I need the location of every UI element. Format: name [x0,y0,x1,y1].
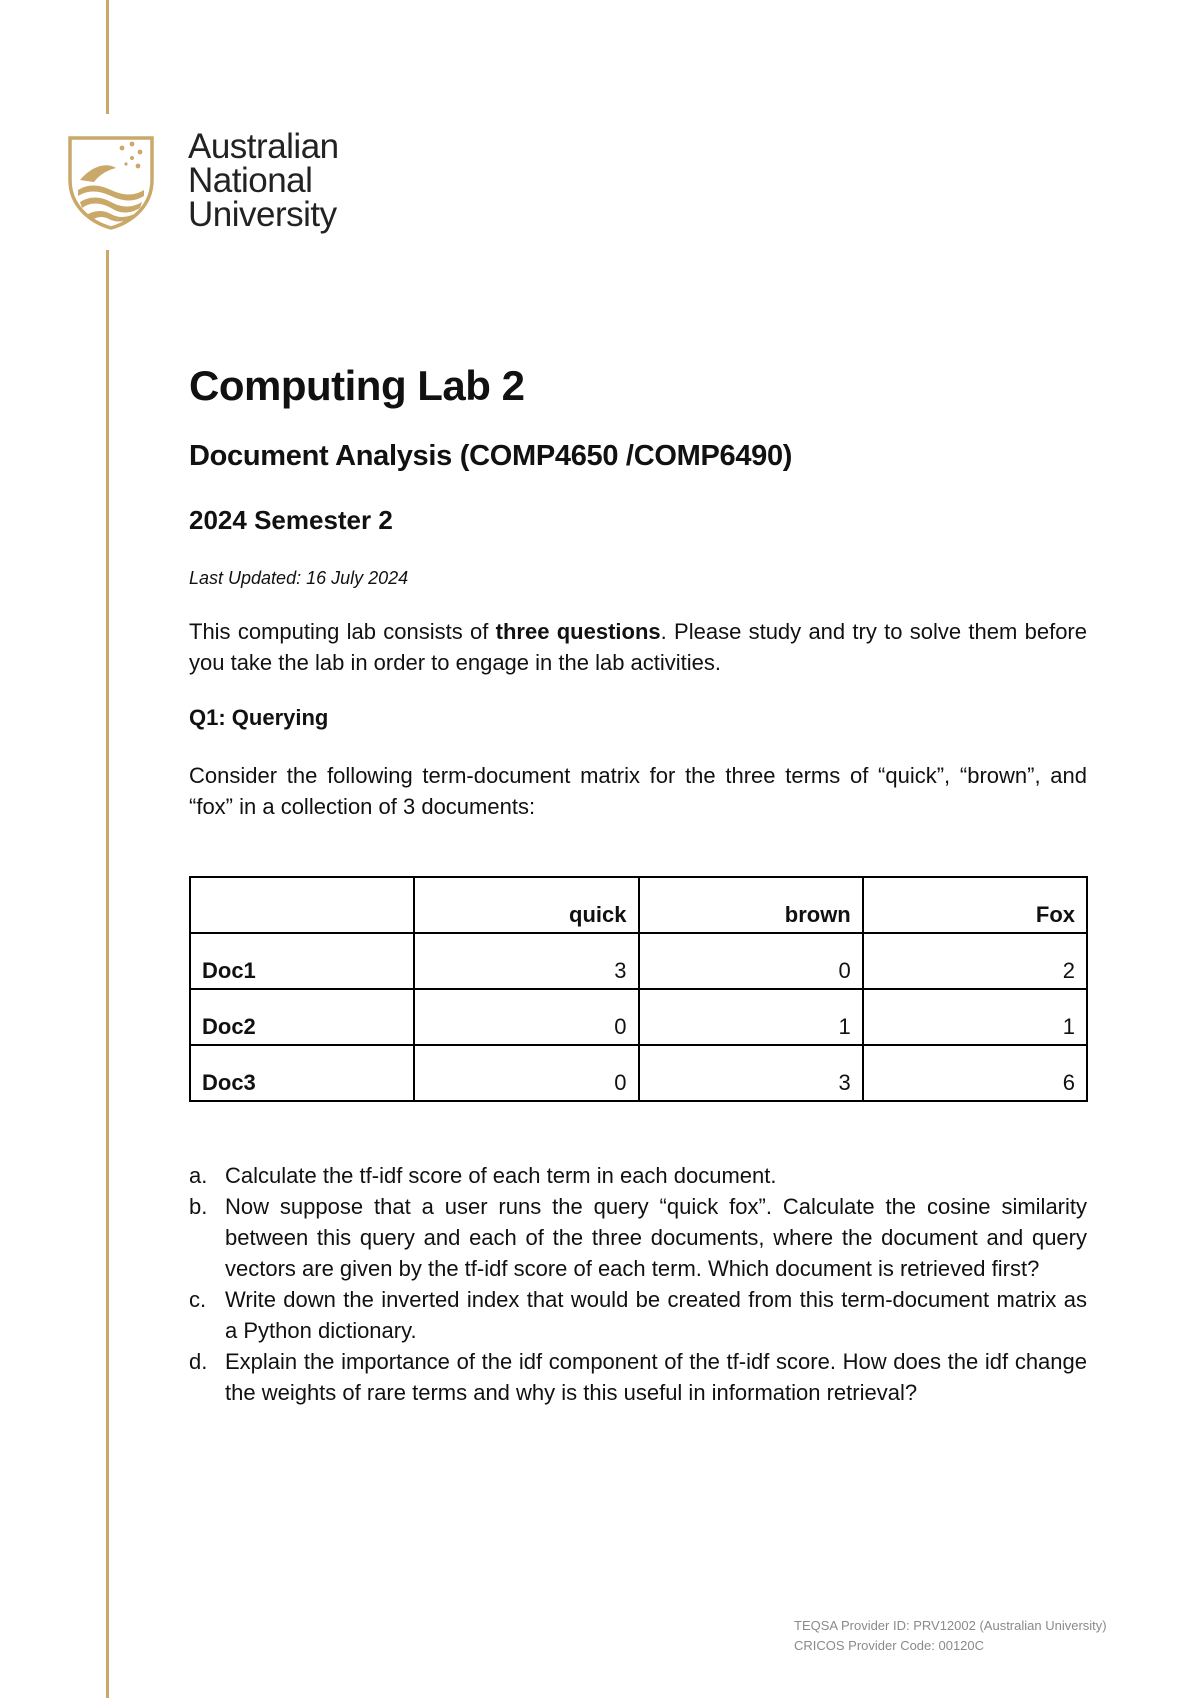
intro-paragraph [189,616,1087,678]
table-header-row [190,877,1087,933]
row-header: Doc1 [190,933,414,989]
list-marker: b. [189,1194,208,1219]
table-corner-cell [190,877,414,933]
table-cell: 0 [639,933,863,989]
table-row [190,1045,1087,1101]
intro-text: This computing lab consists of [189,619,496,644]
table-row [190,989,1087,1045]
table-cell: 0 [414,1045,638,1101]
list-item [189,1346,1087,1408]
university-name [188,127,339,234]
list-item [189,1191,1087,1284]
table-cell: 1 [863,989,1087,1045]
list-item-text: Now suppose that a user runs the query “quick fox”. Calculate the cosine similarity between this query and each of the three documents, where the document and query vectors are given by the tf-idf score of each term. Which document is retrieved first? [225,1194,1087,1281]
matrix-description: Consider the following term-document matrix for the three terms of “quick”, “brown”, and “fox” in a collection of 3 documents: [189,763,1087,819]
university-name-line: University [188,195,337,234]
table-cell: 1 [639,989,863,1045]
anu-crest-logo [66,134,156,230]
column-header: brown [639,877,863,933]
column-header: quick [414,877,638,933]
table-cell: 6 [863,1045,1087,1101]
row-header: Doc2 [190,989,414,1045]
intro-bold: three questions [495,619,661,644]
list-item-text: Calculate the tf-idf score of each term in each document. [225,1163,777,1188]
semester-heading: 2024 Semester 2 [189,505,393,535]
question-1-heading: Q1: Querying [189,705,329,730]
margin-rule-bottom [106,250,109,1698]
university-name-line: Australian [188,127,339,166]
last-updated: Last Updated: 16 July 2024 [189,568,409,588]
term-document-matrix [189,876,1088,1102]
table-row [190,933,1087,989]
list-marker: d. [189,1349,208,1374]
list-marker: c. [189,1287,207,1312]
teqsa-provider-id: TEQSA Provider ID: PRV12002 (Australian University) [794,1618,1107,1633]
page-title: Computing Lab 2 [189,362,525,409]
provider-footer [794,1616,1107,1656]
list-item [189,1284,1087,1346]
table-cell: 3 [639,1045,863,1101]
list-item [189,1160,1087,1191]
table-cell: 0 [414,989,638,1045]
column-header: Fox [863,877,1087,933]
cricos-provider-code: CRICOS Provider Code: 00120C [794,1638,985,1653]
course-subtitle: Document Analysis (COMP4650 /COMP6490) [189,440,793,472]
list-marker: a. [189,1163,208,1188]
university-name-line: National [188,161,313,200]
list-item-text: Write down the inverted index that would be created from this term-document matrix as a Python dictionary. [225,1287,1087,1343]
list-item-text: Explain the importance of the idf component of the tf-idf score. How does the idf change the weights of rare terms and why is this useful in information retrieval? [225,1349,1087,1405]
margin-rule-top [106,0,109,114]
table-cell: 2 [863,933,1087,989]
task-list [189,1160,1087,1408]
row-header: Doc3 [190,1045,414,1101]
intro-text-end: . Please study and try to solve them before you take the lab in order to engage in the lab activities. [189,619,1087,675]
table-cell: 3 [414,933,638,989]
